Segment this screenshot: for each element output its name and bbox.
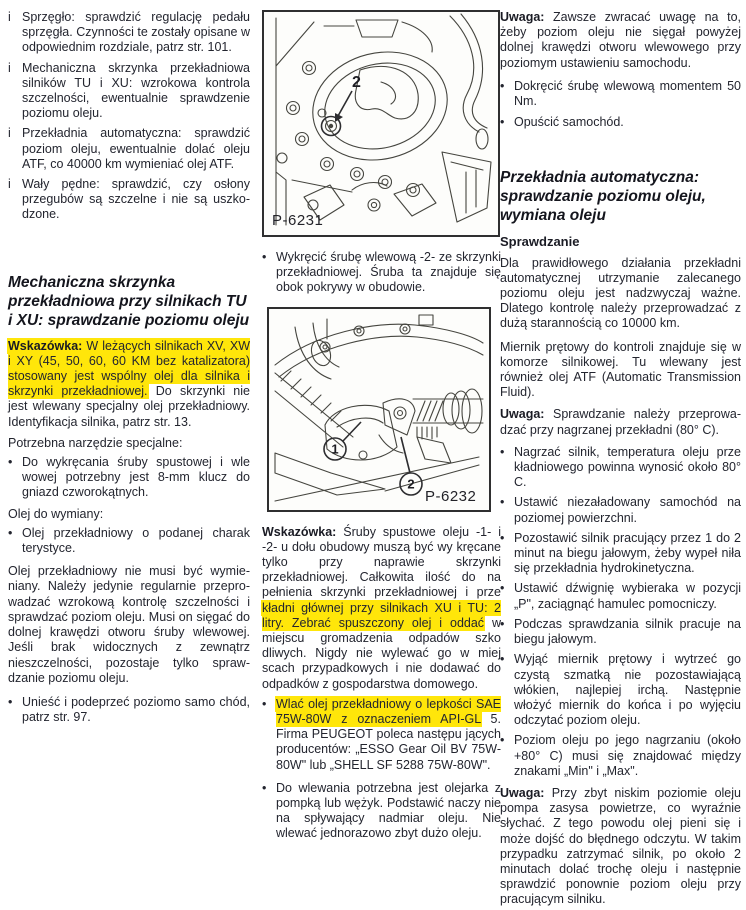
- note-lead: Wskazówka:: [262, 524, 337, 539]
- right-column: [500, 10, 741, 908]
- middle-column: [262, 10, 501, 842]
- bullet-marker: i: [8, 10, 11, 24]
- figure-callout-2: 2: [407, 476, 415, 492]
- bullet-marker: i: [8, 60, 11, 75]
- list-item-text: Do wykręcania śruby spustowej i wle wowej potrzebny jest 8-mm klucz do gniazd czworokątnych.: [22, 455, 250, 500]
- list-item: [500, 733, 741, 779]
- list-item-text: Wały pędne: sprawdzić, czy osłony przegubów są szczelne i nie są uszkodzone.: [22, 177, 250, 222]
- highlighted-text: kładni głównej przy silnikach XU i TU: 2 litry. Zebrać spuszczony olej i oddać: [262, 600, 501, 630]
- note-lead: Wskazówka:: [8, 338, 83, 353]
- list-item-text: [276, 697, 501, 773]
- list-item: [500, 79, 741, 109]
- list-item: [500, 495, 741, 525]
- list-item: [8, 526, 250, 556]
- list-item: [8, 695, 250, 725]
- list-item: [500, 652, 741, 728]
- list-item-text: Pozostawić silnik pracujący przez 1 do 2 minut na biegu jałowym, żeby wypeł niła się przekładnia hydrokinetyczna.: [514, 530, 741, 576]
- bullet-marker: •: [500, 115, 505, 130]
- list-item: [8, 61, 250, 122]
- note-lead: Uwaga:: [500, 407, 545, 422]
- list-item-text: Ustawić niezaładowany samochód na poziomej powierzchni.: [514, 495, 741, 525]
- figure-callout-2: 2: [352, 74, 361, 91]
- list-item-continuation: 5. Firma PEUGEOT poleca następu jących producentów: „ESSO Gear Oil BV 75W-80W" lub „SHELL SF 5288 75W-80W".: [276, 712, 501, 772]
- list-item: [262, 250, 501, 296]
- section-heading-manual-gearbox: Mechaniczna skrzynka przekładniowa przy silnikach TU i XU: sprawdzanie poziomu oleju: [8, 273, 250, 329]
- list-item: [500, 581, 741, 611]
- bullet-marker: •: [500, 78, 505, 93]
- bullet-marker: •: [500, 652, 505, 667]
- note-lead: Uwaga:: [500, 785, 545, 800]
- note-continuation: w miejscu gromadzenia odpadów szko dliwych. Nigdy nie wylewać go w miej scach przypadkowych i nie dodawać do odpadków z gospodarstwa domowego.: [262, 615, 502, 691]
- bullet-marker: •: [262, 250, 267, 264]
- list-item-text: Przekładnia automatyczna: sprawdzić poziom oleju, ewentualnie dolać oleju ATF, co 40000 km wymieniać olej ATF.: [22, 126, 250, 171]
- list-item-text: Nagrzać silnik, temperatura oleju prze kładniowego powinna wynosić około 80° C.: [514, 444, 741, 490]
- note-text: Przy zbyt niskim poziomie oleju pompa zasysa powietrze, co wyraźnie słychać. Z tego powodu olej pieni się i może dojść do błędnego odczytu. W takim przypadku zatrzymać silnik, po około 2 minutach dolać trochę oleju i następnie sprawdzić ponownie poziom oleju przy pracującym silniku.: [500, 785, 741, 907]
- highlighted-text: W leżących silnikach XV, XW i XY (45, 50, 60, 60 KM bez katalizatora) stosowany jest wspólny olej dla silnika i skrzynki przekładniowej.: [8, 338, 250, 399]
- list-item: [262, 697, 501, 773]
- bullet-marker: i: [8, 126, 11, 141]
- note-paragraph: [8, 339, 250, 430]
- list-item: [8, 126, 250, 172]
- oil-label: Olej do wymiany:: [8, 506, 104, 521]
- bullet-marker: •: [262, 780, 267, 795]
- list-item: [8, 10, 250, 56]
- bullet-marker: •: [8, 694, 13, 709]
- figure-line-drawing: [269, 309, 485, 506]
- bullet-marker: •: [8, 455, 13, 470]
- note-paragraph: [262, 525, 501, 692]
- callout-2-leader: [401, 437, 410, 473]
- figure-code: P-6232: [425, 487, 477, 505]
- figure-drain-plugs-underbody: [267, 307, 491, 512]
- paragraph: Miernik prętowy do kontroli znajduje się w komorze silnikowej. Tu wlewany jest również olej ATF (Automatic Transmission Fluid).: [500, 339, 741, 400]
- list-item-text: Sprzęgło: sprawdzić regulację pedału sprzęgła. Czynności te zostały opisane w odpowiednim rozdziale, patrz str. 101.: [22, 10, 250, 55]
- tools-label: Potrzebna narzędzie specjalne:: [8, 435, 183, 450]
- bullet-marker: •: [500, 444, 505, 459]
- note-paragraph: [500, 10, 741, 71]
- note-text: Śruby spustowe oleju -1- i -2- u dołu obudowy muszą być wy kręcane tylko przy naprawie skrzynki przekładniowej. Całkowita ilość do na pełnienia skrzynki przekładniowej i prze: [262, 524, 501, 600]
- bullet-marker: •: [500, 581, 505, 596]
- list-item: [500, 531, 741, 577]
- list-item-text: Unieść i podeprzeć poziomo samo chód, patrz str. 97.: [22, 694, 250, 725]
- bullet-marker: i: [8, 177, 11, 192]
- list-item-text: Do wlewania potrzebna jest olejarka z pompką lub wężyk. Podstawić naczy nie na spływający nadmiar oleju. Nie wlewać jednorazowo zbyt dużo oleju.: [276, 780, 501, 841]
- list-item-text: Olej przekładniowy o podanej charak terystyce.: [22, 525, 250, 556]
- list-item-text: Podczas sprawdzania silnik pracuje na biegu jałowym.: [514, 616, 741, 647]
- bullet-marker: •: [500, 530, 505, 545]
- figure-line-drawing: [264, 12, 494, 231]
- list-item: [8, 455, 250, 501]
- bullet-marker: •: [8, 525, 13, 540]
- list-item-text: Mechaniczna skrzynka przekładniowa silników TU i XU: wzrokowa kontrola szczelności, ewentualnie sprawdzenie poziomu oleju.: [22, 60, 250, 121]
- callout-arrow: [338, 91, 352, 116]
- note-lead: Uwaga:: [500, 10, 545, 24]
- list-item: [262, 781, 501, 842]
- bullet-marker: •: [500, 733, 505, 748]
- list-item-text: Opuścić samochód.: [514, 115, 624, 130]
- list-item-text: Ustawić dźwignię wybieraka w pozycji „P", zaciągnąć hamulec pomocniczy.: [514, 581, 741, 611]
- paragraph: Dla prawidłowego działania przekładni automatycznej utrzymanie zalecanego poziomu oleju jest nadzwyczaj ważne. Dlatego kontrolę należy przeprowadzać z dużą starannością co 10000 km.: [500, 255, 741, 331]
- note-paragraph: [500, 786, 741, 908]
- figure-callout-1: 1: [331, 441, 339, 457]
- section-heading-automatic-transmission: Przekładnia automatyczna: sprawdzanie poziomu oleju, wymiana oleju: [500, 169, 706, 225]
- list-item: [8, 177, 250, 223]
- bullet-marker: •: [500, 495, 505, 510]
- figure-gearbox-filler-plug: [262, 10, 500, 237]
- left-column: [8, 10, 250, 725]
- list-item: [500, 617, 741, 647]
- oil-check-paragraph: Olej przekładniowy nie musi być wymieniany. Należy jedynie regularnie przeprowadzać wzrokową kontrolę szczelności i sprawdzać poziom oleju. Musi on sięgać do dolnej krawędzi otworu śruby wlewowej. Jeśli brak widocznych z zewnątrz nieszczelności, pozostaje tylko sprawdzanie poziomu oleju.: [8, 564, 250, 685]
- bullet-marker: •: [262, 696, 267, 711]
- list-item: [500, 445, 741, 491]
- subheading-checking: Sprawdzanie: [500, 234, 580, 250]
- bullet-marker: •: [500, 616, 505, 631]
- list-item-text: Poziom oleju po jego nagrzaniu (około +80° C) musi się znajdować między znakami „Min" i „Max".: [514, 733, 741, 778]
- highlighted-text: Wlać olej przekładniowy o lepkości SAE 75W-80W z oznaczeniem API-GL: [276, 696, 501, 727]
- note-text: Zawsze zwracać uwagę na to, żeby poziom oleju nie sięgał powyżej dolnej krawędzi otworu wlewowego przy poziomym ustawieniu samochodu.: [500, 10, 741, 70]
- figure-code: P-6231: [272, 212, 324, 229]
- list-item-text: Wykręcić śrubę wlewową -2- ze skrzynki przekładniowej. Śruba ta znajduje się obok pokrywy w obudowie.: [276, 250, 501, 295]
- note-text: Sprawdzanie należy przeprowadzać przy nagrzanej przekładni (80° C).: [500, 407, 741, 437]
- list-item-text: Dokręcić śrubę wlewową momentem 50 Nm.: [514, 78, 741, 109]
- note-paragraph: [500, 407, 741, 437]
- list-item-text: Wyjąć miernik prętowy i wytrzeć go czystą szmatką nie pozostawiającą włókien, najlepiej irchą. Następnie włożyć miernik do końca i po wyjęciu odczytać poziom oleju.: [514, 652, 741, 728]
- list-item: [500, 115, 741, 130]
- note-continuation: Do skrzynki nie jest wlewany specjalny olej przekładniowy. Identyfikacja silnika, patrz str. 13.: [8, 384, 250, 429]
